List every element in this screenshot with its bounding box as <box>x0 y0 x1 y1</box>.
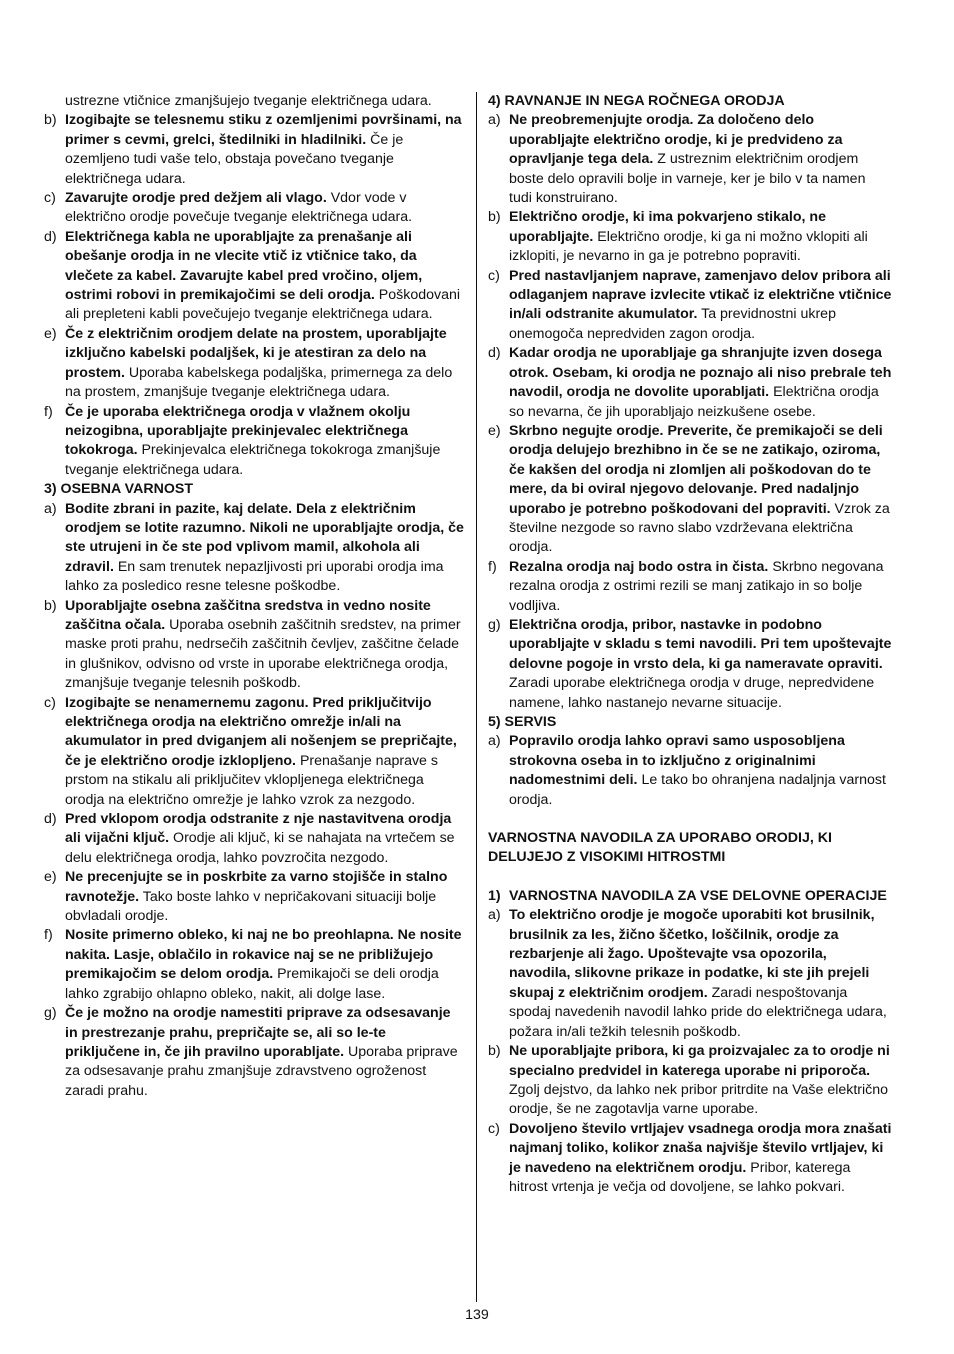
item-text <box>65 810 464 868</box>
list-item <box>44 694 464 810</box>
item-text <box>65 111 464 189</box>
item-text <box>509 558 892 616</box>
item-label: d) <box>488 345 501 362</box>
item-text <box>509 616 892 713</box>
section-heading: VARNOSTNA NAVODILA ZA UPORABO ORODIJ, KI DELUJEJO Z VISOKIMI HITROSTMI <box>488 830 832 866</box>
list-item <box>488 1120 892 1198</box>
bold-text: Izogibajte se telesnemu stiku z ozemljenimi površinami, na primer s cevmi, grelci, štedilniki in hladilniki. <box>65 112 462 148</box>
item-label: e) <box>44 325 57 342</box>
body-text: Orodje ali ključ, ki se nahajata na vrtečem se delu električnega orodja, lahko povzročita nezgodo. <box>65 830 455 866</box>
body-text: Če je ozemljeno tudi vaše telo, obstaja povečano tveganje električnega udara. <box>65 131 404 187</box>
item-text <box>65 926 464 1004</box>
body-text: Ta previdnostni ukrep onemogoča nepredviden zagon orodja. <box>509 306 836 342</box>
body-text: Uporaba kabelskega podaljška, primernega za delo na prostem, zmanjšuje tveganje električnega udara. <box>65 364 453 401</box>
item-label: 1) <box>488 887 501 904</box>
item-label: b) <box>488 209 501 226</box>
item-label: c) <box>488 267 500 284</box>
spacer <box>488 810 892 829</box>
bold-text: Pred vklopom orodja odstranite z nje nastavitvena orodja ali vijačni ključ. <box>65 811 452 847</box>
body-text: Zgolj dejstvo, da lahko nek pribor pritrdite na Vaše električno orodje, še ne zagotavlja varne uporabe. <box>509 1081 889 1118</box>
item-text <box>509 111 892 208</box>
item-text <box>65 228 464 325</box>
item-text <box>65 325 464 403</box>
body-text: Uporaba osebnih zaščitnih sredstev, na primer maske proti prahu, nedrsečih zaščitnih čevljev, zaščitne čelade in glušnikov, odvisno od vrste in uporabe električnega orodja, zmanjšuje tveganje telesnih poškodb. <box>65 616 461 692</box>
item-text <box>509 1042 892 1120</box>
bold-text: Če je možno na orodje namestiti priprave za odsesavanje in prestrezanje prahu, prepričajte se, ali so le-te priključene in, če jih pravilno uporabljate. <box>65 1005 451 1060</box>
section-heading: 5) SERVIS <box>488 714 557 730</box>
list-item <box>488 344 892 422</box>
item-label: b) <box>488 1043 501 1060</box>
item-label: g) <box>44 1005 57 1022</box>
item-text <box>65 500 464 597</box>
bold-text: Nosite primerno obleko, ki naj ne bo preohlapna. Ne nosite nakita. Lasje, oblačilo in rokavice naj se ne približujejo premikajočim se delom orodja. <box>65 927 462 983</box>
paragraph-continuation <box>44 92 464 111</box>
bold-text: Ne preobremenjujte orodja. Za določeno delo uporabljajte električno orodje, ki je predvideno za opravljanje tega dela. <box>509 112 843 168</box>
body-text: Vzrok za številne nezgode so ravno slabo vzdrževana električna orodja. <box>509 500 890 556</box>
body-text: Zaradi uporabe električnega orodja v druge, nepredvidene namene, lahko nastanejo nevarne situacije. <box>509 675 875 711</box>
bold-text: Ne precenjujte se in poskrbite za varno stojišče in stalno ravnotežje. <box>65 869 448 905</box>
list-item <box>44 500 464 597</box>
item-text <box>509 208 892 266</box>
list-item <box>488 906 892 1042</box>
list-item <box>44 189 464 228</box>
right-column <box>488 92 892 1197</box>
list-item <box>44 868 464 926</box>
bold-text: Zavarujte orodje pred dežjem ali vlago. <box>65 190 327 207</box>
item-text <box>65 403 464 481</box>
item-label: f) <box>488 558 497 575</box>
body-text: Električna orodja so nevarna, če jih uporabljajo neizkušene osebe. <box>509 384 879 420</box>
item-text <box>509 267 892 345</box>
list-item <box>44 325 464 403</box>
item-label: d) <box>44 811 57 828</box>
item-text <box>509 422 892 558</box>
list-item <box>488 267 892 345</box>
bold-text: Ne uporabljajte pribora, ki ga proizvajalec za to orodje ni specialno predvidel in katerega uporabe ni priporoča. <box>509 1043 890 1079</box>
item-label: a) <box>488 112 501 129</box>
bold-text: Dovoljeno število vrtljajev vsadnega orodja mora znašati najmanj toliko, kolikor znaša najvišje število vrtljajev, ki je navedeno na električnem orodju. <box>509 1120 892 1176</box>
list-item <box>44 228 464 325</box>
item-label: e) <box>44 869 57 886</box>
body-text: Prenašanje naprave s prstom na stikalu ali priključitev vklopljenega električnega orodja na električno omrežje je lahko vzrok za nezgodo. <box>65 752 438 808</box>
bold-text: To električno orodje je mogoče uporabiti kot brusilnik, brusilnik za les, žično ščetko, loščilnik, orodje za rezbarjenje ali žago. Upoštevajte vsa opozorila, navodila, slikovne prikaze in podatke, ki ste jih prejeli skupaj z električnim orodjem. <box>509 907 875 1001</box>
list-item <box>44 1004 464 1101</box>
item-label: f) <box>44 927 53 944</box>
bold-text: Električna orodja, pribor, nastavke in podobno uporabljajte v skladu s temi navodili. Pri tem upoštevajte delovne pogoje in vrsto dela, ki ga nameravate opraviti. <box>509 616 892 672</box>
column-divider <box>476 92 477 1302</box>
bold-text: Izogibajte se nenamernemu zagonu. Pred priključitvijo električnega orodja na električno omrežje in/ali na akumulator in pred dviganjem ali nošenjem se prepričajte, če je električno orodje izklopljeno. <box>65 694 457 769</box>
item-label: a) <box>488 733 501 750</box>
item-label: b) <box>44 597 57 614</box>
item-text <box>509 344 892 422</box>
item-label: d) <box>44 228 57 245</box>
body-text: Zaradi nespoštovanja spodaj navedenih navodil lahko pride do električnega udara, požara in/ali težkih telesnih poškodb. <box>509 984 887 1040</box>
item-text <box>509 732 892 810</box>
bold-text: Če je uporaba električnega orodja v vlažnem okolju neizogibna, uporabljajte prekinjevalec električnega tokokroga. <box>65 403 411 459</box>
bold-text: Uporabljajte osebna zaščitna sredstva in vedno nosite zaščitna očala. <box>65 597 431 633</box>
section-heading: 3) OSEBNA VARNOST <box>44 481 193 498</box>
item-text <box>65 1004 464 1101</box>
body-text: Vdor vode v električno orodje povečuje tveganje električnega udara. <box>65 190 413 226</box>
item-text <box>65 694 464 810</box>
body-text: Tako boste lahko v nepričakovani situaciji bolje obvladali orodje. <box>65 888 437 925</box>
bold-text: Bodite zbrani in pazite, kaj delate. Dela z električnim orodjem se lotite razumno. Nikoli ne uporabljajte orodja, če ste utrujeni in če ste pod vplivom mamil, alkohola ali zdravil. <box>65 500 464 575</box>
list-item <box>44 926 464 1004</box>
list-item <box>488 1042 892 1120</box>
bold-text: Če z električnim orodjem delate na prostem, uporabljajte izključno kabelski podaljšek, ki je atestiran za delo na prostem. <box>65 325 447 381</box>
body-text: Električno orodje, ki ga ni možno vklopiti ali izklopiti, je nevarno in ga je potrebno popraviti. <box>509 228 868 265</box>
bold-text: Skrbno negujte orodje. Preverite, če premikajoči se deli orodja delujejo brezhibno in če se ne zatikajo, oziroma, če kakšen del orodja ni zlomljen ali poškodovan do te mere, da bi oviral njegovo delovanje. Pred nadaljnjo uporabo je potrebno poškodovani del popraviti. <box>509 422 883 517</box>
item-label: f) <box>44 403 53 420</box>
subsection-heading-text: VARNOSTNA NAVODILA ZA VSE DELOVNE OPERACIJE <box>509 887 887 904</box>
item-text <box>65 868 464 926</box>
body-text: Uporaba priprave za odsesavanje prahu zmanjšuje zdravstveno ogroženost zaradi prahu. <box>65 1043 458 1099</box>
item-label: e) <box>488 422 501 439</box>
item-text <box>65 597 464 694</box>
list-item <box>44 111 464 189</box>
subsection-heading <box>488 887 892 906</box>
list-item <box>44 597 464 694</box>
bold-text: Pred nastavljanjem naprave, zamenjavo delov pribora ali odlaganjem naprave izvlecite vtikač iz električne vtičnice in/ali odstranite akumulator. <box>509 267 892 323</box>
item-label: c) <box>44 694 56 711</box>
item-label: b) <box>44 112 57 129</box>
item-label: c) <box>488 1120 500 1137</box>
bold-text: Kadar orodja ne uporabljaje ga shranjujte izven dosega otrok. Osebam, ki orodja ne poznajo ali niso prebrale teh navodil, orodja ne dovolite uporabljati. <box>509 345 892 401</box>
body-text: Pribor, katerega hitrost vrtenja je večja od dovoljene, se lahko pokvari. <box>509 1159 851 1195</box>
list-item <box>44 810 464 868</box>
list-item <box>488 558 892 616</box>
bold-text: Rezalna orodja naj bodo ostra in čista. <box>509 558 769 575</box>
section-heading: 4) RAVNANJE IN NEGA ROČNEGA ORODJA <box>488 93 785 109</box>
list-item <box>488 422 892 558</box>
item-text <box>509 1120 892 1198</box>
body-text: Z ustreznim električnim orodjem boste delo opravili bolje in varneje, ker je bilo v ta namen tudi konstruirano. <box>509 151 866 207</box>
list-item <box>488 616 892 713</box>
body-text: Prekinjevalca električnega tokokroga zmanjšuje tveganje električnega udara. <box>65 442 441 478</box>
body-text: Poškodovani ali prepleteni kabli povečujejo tveganje električnega udara. <box>65 287 461 323</box>
bold-text: Električnega kabla ne uporabljajte za prenašanje ali obešanje orodja in ne vlecite vtič iz vtičnice tako, da vlečete za kabel. Zavarujte kabel pred vročino, oljem, ostrimi robovi in premikajočimi se deli orodja. <box>65 228 423 304</box>
bold-text: Popravilo orodja lahko opravi samo usposobljena strokovna oseba in to izključno z originalnimi nadomestnimi deli. <box>509 733 845 789</box>
body-text: Skrbno negovana rezalna orodja z ostrimi rezili se manj zatikajo in so bolje vodljiva. <box>509 558 884 614</box>
list-item <box>488 208 892 266</box>
item-text <box>65 189 464 228</box>
item-label: a) <box>488 907 501 924</box>
page-number: 139 <box>465 1307 489 1323</box>
item-label: c) <box>44 190 56 207</box>
body-text: ustrezne vtičnice zmanjšujejo tveganje električnega udara. <box>65 93 432 109</box>
body-text: Le tako bo ohranjena nadaljnja varnost orodja. <box>509 772 886 808</box>
bold-text: Električno orodje, ki ima pokvarjeno stikalo, ne uporabljajte. <box>509 209 826 245</box>
body-text: Premikajoči se deli orodja lahko zgrabijo ohlapno obleko, nakit, ali dolge lase. <box>65 966 439 1002</box>
item-text <box>509 906 892 1042</box>
body-text: En sam trenutek nepazljivosti pri uporabi orodja ima lahko za posledico resne telesne poškodbe. <box>65 558 444 595</box>
item-label: a) <box>44 500 57 517</box>
spacer <box>488 868 892 887</box>
list-item <box>488 732 892 810</box>
left-column <box>44 92 464 1101</box>
list-item <box>488 111 892 208</box>
list-item <box>44 403 464 481</box>
item-label: g) <box>488 616 501 633</box>
